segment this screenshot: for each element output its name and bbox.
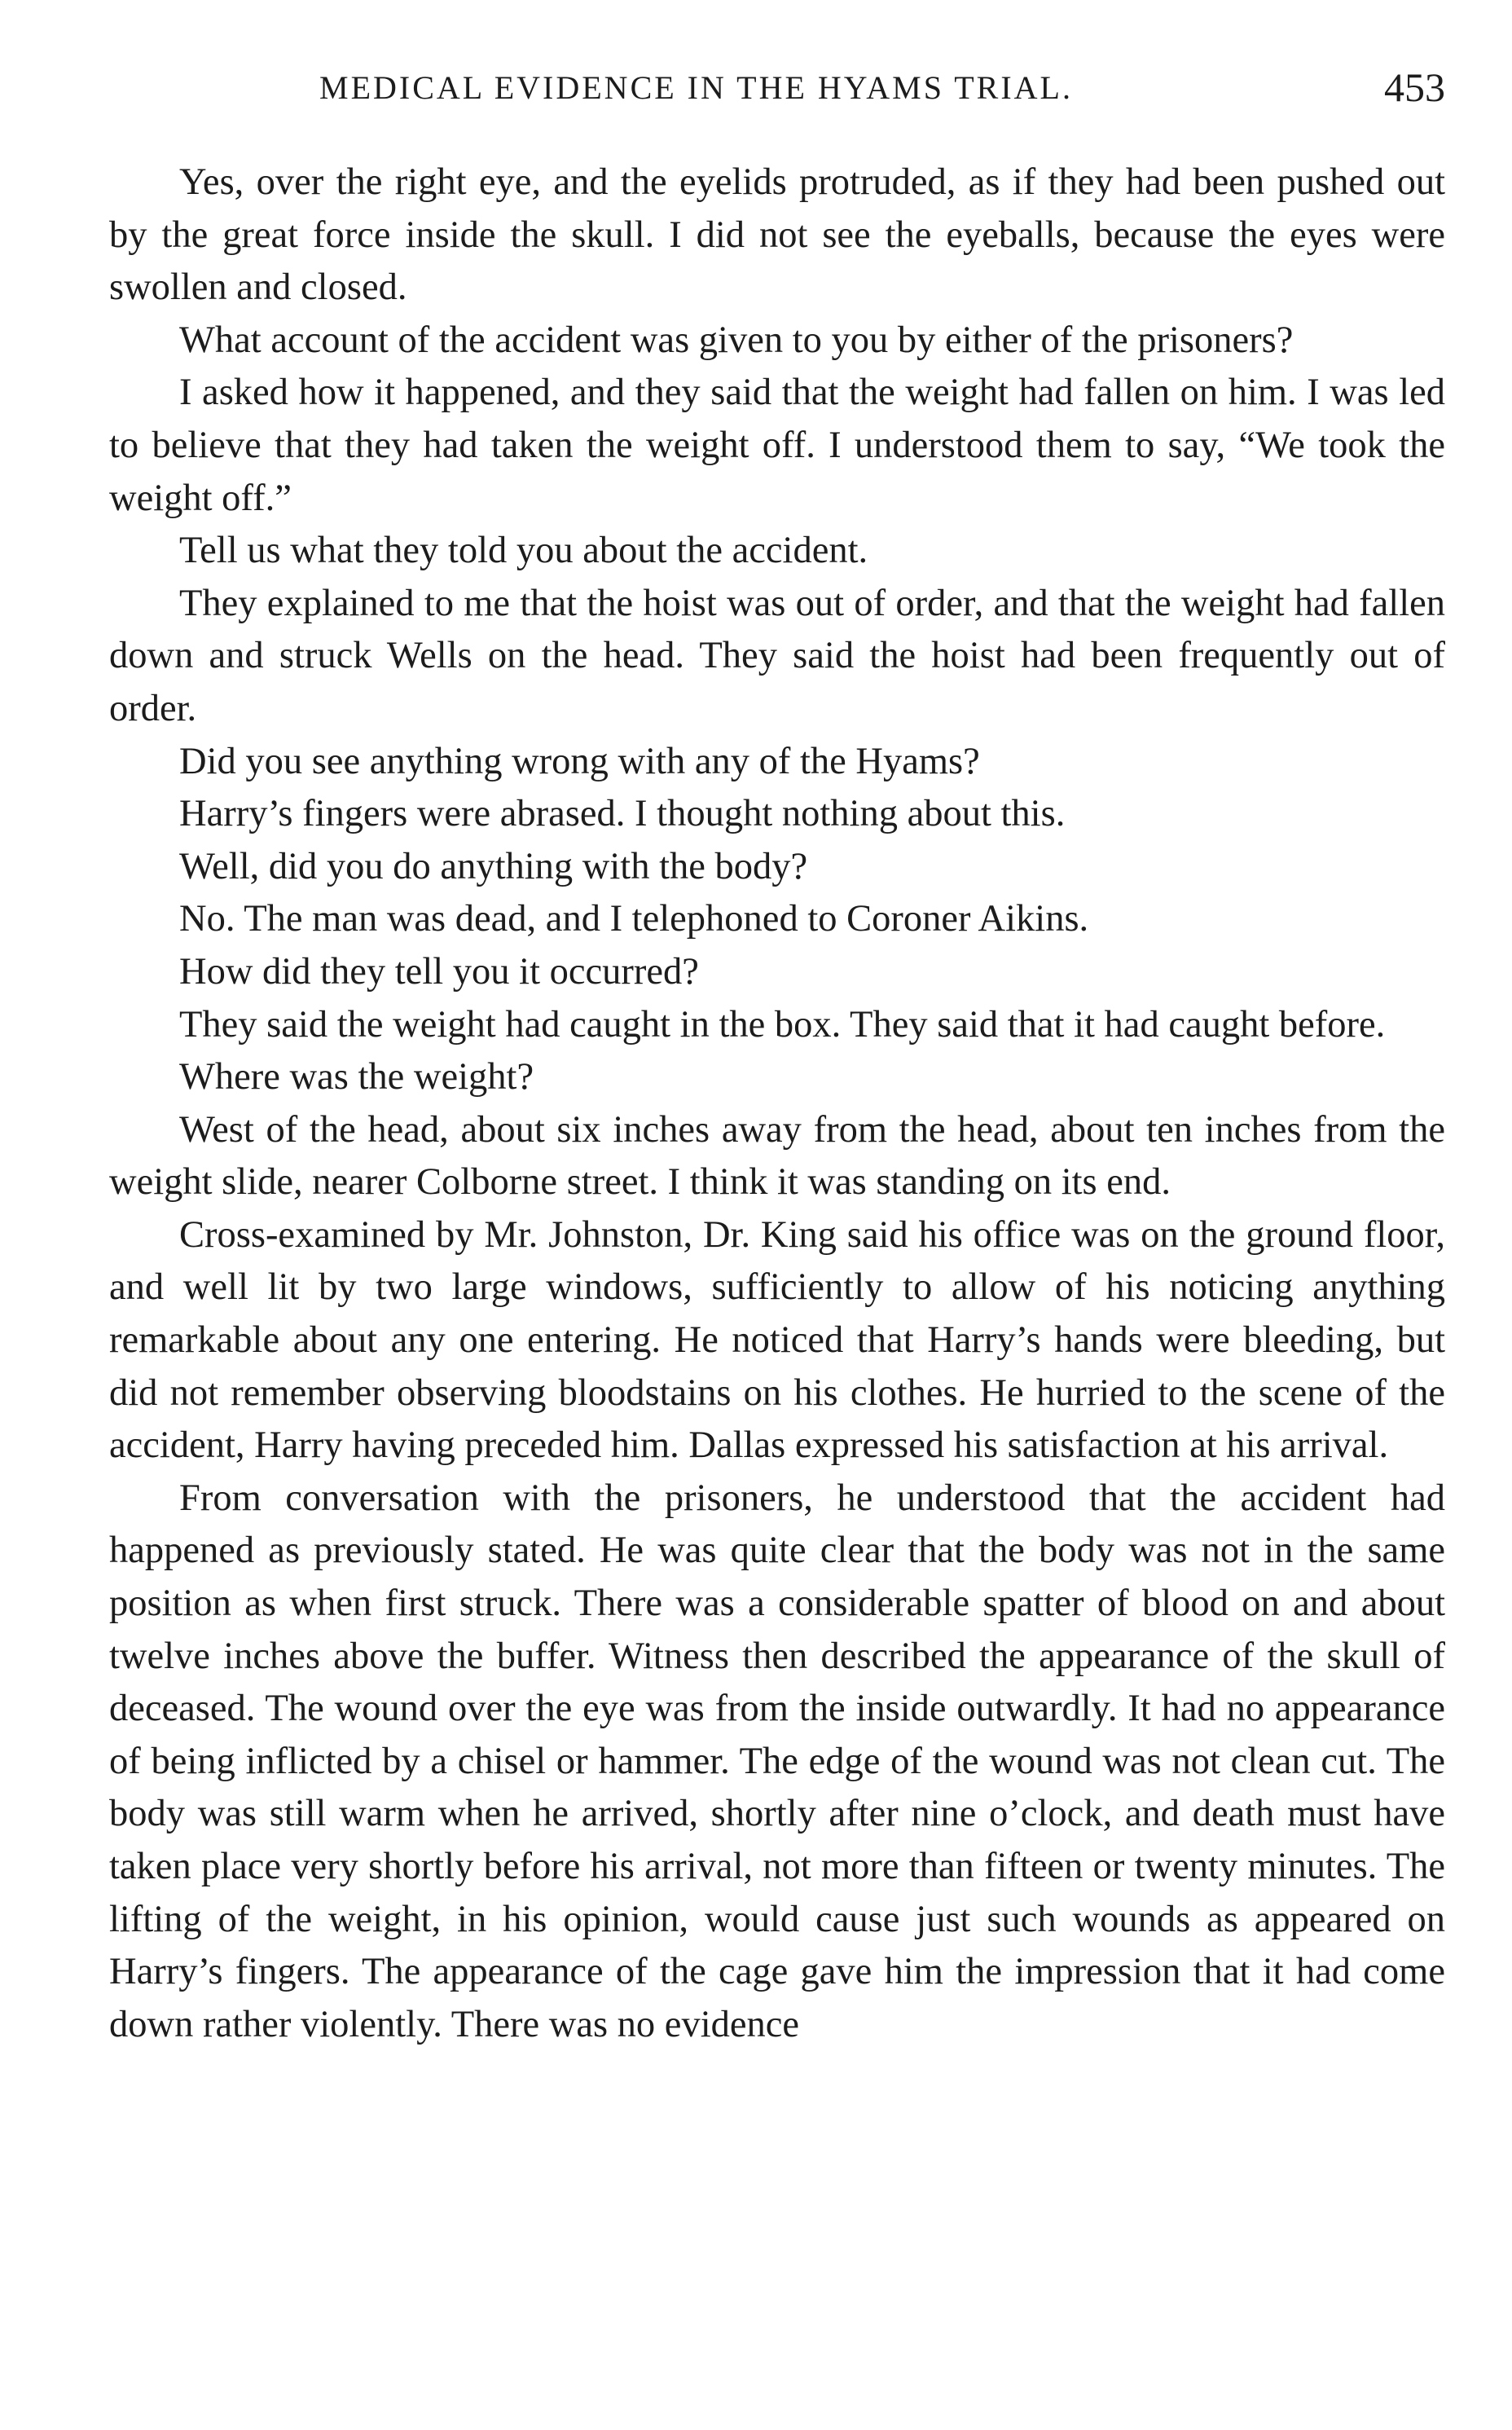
paragraph: They explained to me that the hoist was out of order, and that the weight had fallen down and struck Wells on the head. They said the hoist had been frequently out of order.: [109, 582, 1445, 729]
paragraph: No. The man was dead, and I telephoned to Coroner Aikins.: [179, 898, 1089, 940]
running-head: [109, 64, 1445, 121]
paragraph: They said the weight had caught in the box. They said that it had caught before.: [179, 1003, 1386, 1046]
paragraph: Yes, over the right eye, and the eyelids protruded, as if they had been pushed out by the great force inside the skull. I did not see the eyeballs, because the eyes were swollen and closed.: [109, 161, 1445, 309]
paragraph: I asked how it happened, and they said that the weight had fallen on him. I was led to believe that they had taken the weight off. I understood them to say, “We took the weight off.”: [109, 372, 1445, 519]
page-number: 453: [1384, 64, 1445, 110]
paragraph: Tell us what they told you about the accident.: [179, 530, 868, 572]
paragraph: Where was the weight?: [179, 1056, 534, 1098]
paragraph: Cross-examined by Mr. Johnston, Dr. King said his office was on the ground floor, and well lit by two large windows, sufficiently to allow of his noticing anything remarkable about any one entering. He noticed that Harry’s hands were bleeding, but did not remember observing bloodstains on his clothes. He hurried to the scene of the accident, Harry having preceded him. Dallas expressed his satisfaction at his arrival.: [109, 1213, 1445, 1467]
paragraph: Harry’s fingers were abrased. I thought nothing about this.: [179, 793, 1066, 835]
paragraph: What account of the accident was given to you by either of the prisoners?: [179, 319, 1294, 361]
running-title: MEDICAL EVIDENCE IN THE HYAMS TRIAL.: [319, 69, 1073, 106]
paragraph: West of the head, about six inches away from the head, about ten inches from the weight slide, nearer Colborne street. I think it was standing on its end.: [109, 1108, 1445, 1204]
paragraph: Did you see anything wrong with any of the Hyams?: [179, 740, 980, 782]
paragraph: Well, did you do anything with the body?: [179, 845, 808, 887]
body-text: [109, 156, 1445, 2051]
paragraph: How did they tell you it occurred?: [179, 950, 699, 993]
paragraph: From conversation with the prisoners, he understood that the accident had happened as previously stated. He was quite clear that the body was not in the same position as when first struck. There was a considerable spatter of blood on and about twelve inches above the buffer. Witness then described the appearance of the skull of deceased. The wound over the eye was from the inside outwardly. It had no appearance of being inflicted by a chisel or hammer. The edge of the wound was not clean cut. The body was still warm when he arrived, shortly after nine o’clock, and death must have taken place very shortly before his arrival, not more than fifteen or twenty minutes. The lifting of the weight, in his opinion, would cause just such wounds as appeared on Harry’s fingers. The appearance of the cage gave him the impression that it had come down rather violently. There was no evidence: [109, 1477, 1445, 2045]
